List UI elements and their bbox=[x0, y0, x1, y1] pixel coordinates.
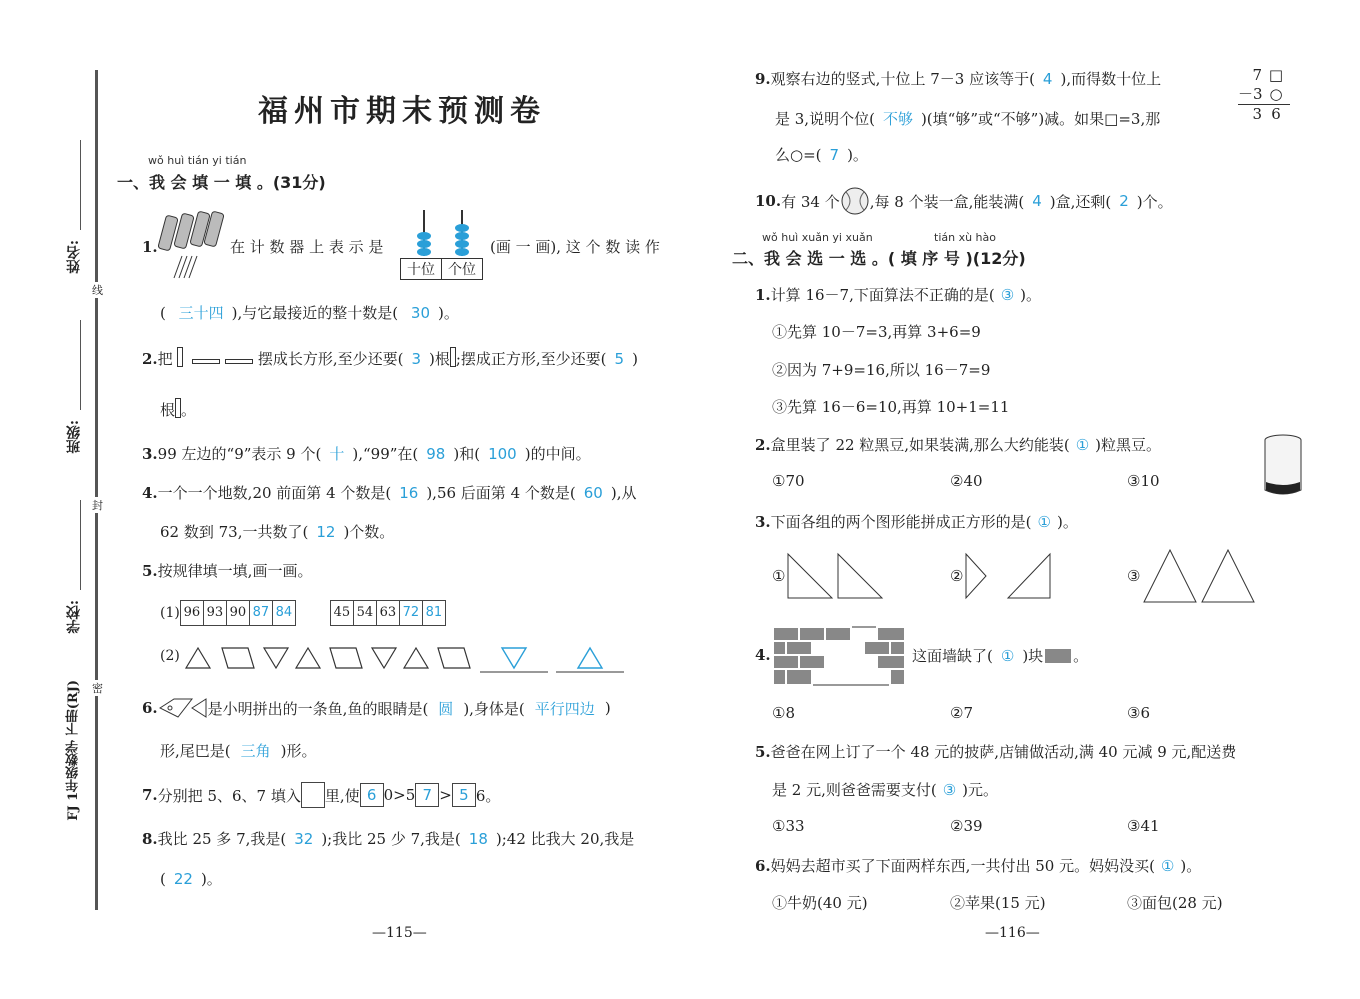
sequence-answer-cell: 87 bbox=[250, 601, 273, 625]
q2-answer-rect: 3 bbox=[411, 350, 421, 368]
abacus-ones-label: 个位 bbox=[448, 262, 476, 278]
q1-text3: ),与它最接近的整十数是( bbox=[231, 304, 399, 322]
seal-mark-seal: 封 bbox=[92, 499, 103, 512]
vs-digit: 7 bbox=[1252, 66, 1262, 84]
q10-t4: )个。 bbox=[1136, 192, 1173, 211]
q7-number: 7. bbox=[142, 786, 158, 804]
sequence-1 bbox=[180, 600, 296, 626]
q10-t2: ,每 8 个装一盒,能装满( bbox=[869, 192, 1025, 211]
q6-t4: 形,尾巴是( bbox=[160, 742, 231, 760]
q10-number: 10. bbox=[755, 192, 782, 210]
q1-number: 1. bbox=[142, 238, 158, 256]
c3-answer: ① bbox=[1037, 513, 1051, 531]
c2-option-1: ①70 bbox=[772, 472, 805, 490]
sequence-answer-cell: 81 bbox=[425, 605, 443, 620]
c4-answer: ① bbox=[1000, 646, 1015, 665]
q4-answer-3: 12 bbox=[316, 523, 336, 541]
sequence-2 bbox=[330, 600, 446, 626]
c3-shapes-2 bbox=[964, 552, 1056, 602]
q3-t1: 99 左边的“9”表示 9 个( bbox=[157, 445, 322, 463]
c3-shapes-3 bbox=[1142, 548, 1258, 604]
name-blank bbox=[80, 140, 81, 230]
c5-answer: ③ bbox=[942, 781, 957, 799]
shape-pattern bbox=[184, 644, 634, 674]
class-label: 班级: bbox=[66, 420, 82, 454]
c1-option-2: ②因为 7+9=16,所以 16－7=9 bbox=[772, 361, 991, 379]
c6-answer: ① bbox=[1160, 857, 1175, 875]
name-label: 姓名: bbox=[66, 240, 82, 274]
sequence-cell: 93 bbox=[204, 601, 227, 625]
q1-text4: )。 bbox=[438, 304, 459, 322]
page-number-left: —115— bbox=[372, 925, 427, 941]
c1-option-3: ③先算 16－6=10,再算 10+1=11 bbox=[772, 398, 1010, 416]
c2-option-2: ②40 bbox=[950, 472, 983, 490]
q8-answer-2: 18 bbox=[468, 830, 488, 848]
q8-answer-1: 32 bbox=[294, 830, 314, 848]
c3-option-3: ③ bbox=[1127, 567, 1141, 585]
class-blank bbox=[80, 320, 81, 410]
q2-t2: 摆成长方形,至少还要( bbox=[257, 350, 404, 368]
q7-answer-1: 6 bbox=[360, 783, 384, 807]
q9-t3: 是 3,说明个位( bbox=[775, 110, 875, 128]
q9-number: 9. bbox=[755, 70, 771, 88]
vertical-subtraction bbox=[1238, 66, 1290, 124]
q3-t3: )和( bbox=[453, 445, 481, 463]
q4-t2: ),56 后面第 4 个数是( bbox=[426, 484, 576, 502]
page-title: 福州市期末预测卷 bbox=[258, 94, 546, 129]
stick-horizontal-icon bbox=[225, 359, 253, 364]
q2-t3: )根 bbox=[428, 350, 450, 368]
section2-title: 二、我 会 选 一 选 。( 填 序 号 )(12分) bbox=[732, 249, 1026, 268]
q7-t5: 6。 bbox=[475, 786, 501, 805]
q3-answer-1: 十 bbox=[329, 445, 345, 463]
q2-t4: ;摆成正方形,至少还要( bbox=[455, 350, 607, 368]
vs-digit: □ bbox=[1268, 66, 1284, 84]
vs-digit: 6 bbox=[1271, 105, 1281, 123]
q1-answer-tens: 30 bbox=[410, 304, 431, 322]
q2-answer-square: 5 bbox=[614, 350, 625, 368]
c6-t1: 妈妈去超市买了下面两样东西,一共付出 50 元。妈妈没买( bbox=[770, 857, 1155, 875]
sequence-answer-cell: 72 bbox=[400, 601, 423, 625]
q6-t5: )形。 bbox=[280, 742, 317, 760]
q4-t4: 62 数到 73,一共数了( bbox=[160, 523, 309, 541]
c2-number: 2. bbox=[755, 436, 771, 454]
q7-answer-2: 7 bbox=[415, 783, 439, 807]
c3-option-1: ① bbox=[772, 567, 786, 585]
q2-t6: 根 bbox=[160, 401, 176, 419]
q6-answer-body: 平行四边 bbox=[534, 699, 595, 718]
q7-t1: 分别把 5、6、7 填入 bbox=[157, 786, 301, 805]
c1-number: 1. bbox=[755, 286, 771, 304]
sequence-cell: 45 bbox=[331, 601, 354, 625]
sticks-bundle-icon bbox=[158, 208, 224, 280]
c6-number: 6. bbox=[755, 857, 771, 875]
q2-t7: 。 bbox=[181, 401, 197, 419]
q9-t2: ),而得数十位上 bbox=[1060, 70, 1162, 88]
c6-t2: )。 bbox=[1180, 857, 1202, 875]
q7-t3: 0>5 bbox=[383, 786, 416, 804]
q2-number: 2. bbox=[142, 350, 158, 368]
c1-answer: ③ bbox=[1000, 286, 1015, 304]
c1-t1: 计算 16－7,下面算法不正确的是( bbox=[770, 286, 995, 304]
school-blank bbox=[80, 500, 81, 590]
q8-t4: ( bbox=[160, 870, 166, 888]
q10-t3: )盒,还剩( bbox=[1049, 192, 1112, 211]
c5-option-2: ②39 bbox=[950, 817, 983, 835]
q5-text: 按规律填一填,画一画。 bbox=[157, 562, 313, 580]
c1-option-1: ①先算 10－7=3,再算 3+6=9 bbox=[772, 323, 981, 341]
c2-option-3: ③10 bbox=[1127, 472, 1160, 490]
q9-answer-2: 不够 bbox=[882, 110, 913, 128]
q4-t5: )个数。 bbox=[343, 523, 395, 541]
section2-pinyin-1: wǒ huì xuǎn yi xuǎn bbox=[762, 231, 873, 244]
vs-digit: －3 bbox=[1238, 85, 1263, 103]
c4-t3: 。 bbox=[1073, 647, 1089, 665]
section2-pinyin-2: tián xù hào bbox=[934, 231, 996, 244]
c5-t3: )元。 bbox=[962, 781, 999, 799]
q9-answer-1: 4 bbox=[1042, 70, 1053, 88]
section1-pinyin: wǒ huì tián yi tián bbox=[148, 154, 247, 167]
c5-option-1: ①33 bbox=[772, 817, 805, 835]
brick-icon bbox=[1045, 649, 1071, 663]
c6-option-1: ①牛奶(40 元) bbox=[772, 894, 868, 912]
q3-answer-2: 98 bbox=[426, 445, 446, 463]
c1-t2: )。 bbox=[1020, 286, 1042, 304]
book-label: FJ 1年级数学 下册(RJ) bbox=[66, 680, 81, 821]
c4-option-3: ③6 bbox=[1127, 704, 1150, 722]
binding-line bbox=[95, 70, 98, 910]
q5-part1-label: (1) bbox=[160, 605, 180, 621]
q6-answer-eye: 圆 bbox=[438, 699, 454, 718]
q8-t3: );42 比我大 20,我是 bbox=[495, 830, 635, 848]
q8-t1: 我比 25 多 7,我是( bbox=[157, 830, 287, 848]
q3-answer-3: 100 bbox=[488, 445, 517, 463]
c5-number: 5. bbox=[755, 743, 771, 761]
q4-answer-2: 60 bbox=[583, 484, 603, 502]
q9-t4: )(填“够”或“不够”)减。如果□=3,那 bbox=[920, 110, 1161, 128]
c4-t2: )块 bbox=[1022, 647, 1044, 665]
q9-t1: 观察右边的竖式,十位上 7－3 应该等于( bbox=[770, 70, 1035, 88]
sequence-cell: 63 bbox=[377, 601, 400, 625]
q6-number: 6. bbox=[142, 699, 158, 717]
q3-t4: )的中间。 bbox=[524, 445, 591, 463]
q9-answer-3: 7 bbox=[829, 146, 840, 164]
q8-t5: )。 bbox=[200, 870, 222, 888]
c4-option-2: ②7 bbox=[950, 704, 973, 722]
c4-number: 4. bbox=[755, 646, 771, 664]
vs-digit: 3 bbox=[1252, 105, 1262, 123]
c4-option-1: ①8 bbox=[772, 704, 795, 722]
c2-t1: 盒里装了 22 粒黑豆,如果装满,那么大约能装( bbox=[770, 436, 1070, 454]
page-number-right: —116— bbox=[985, 925, 1040, 941]
q1-answer-reading: 三十四 bbox=[178, 304, 224, 322]
c3-option-2: ② bbox=[950, 567, 964, 585]
q3-number: 3. bbox=[142, 445, 158, 463]
c6-option-3: ③面包(28 元) bbox=[1127, 894, 1223, 912]
q1-paren: ( bbox=[160, 304, 166, 322]
c4-t1: 这面墙缺了( bbox=[912, 647, 993, 665]
q9-t6: )。 bbox=[847, 146, 868, 164]
c2-t2: )粒黑豆。 bbox=[1095, 436, 1161, 454]
q4-answer-1: 16 bbox=[399, 484, 419, 502]
q6-t1: 是小明拼出的一条鱼,鱼的眼睛是( bbox=[207, 699, 429, 718]
q5-part2-label: (2) bbox=[160, 648, 180, 664]
c5-t2: 是 2 元,则爸爸需要支付( bbox=[772, 781, 937, 799]
q6-answer-tail: 三角 bbox=[240, 742, 271, 760]
stick-vertical-icon bbox=[177, 347, 183, 367]
q7-t2: 里,使 bbox=[324, 786, 360, 805]
c3-number: 3. bbox=[755, 513, 771, 531]
sequence-answer-cell: 84 bbox=[275, 605, 293, 620]
stick-horizontal-icon bbox=[192, 359, 220, 364]
q1-text1: 在 计 数 器 上 表 示 是 bbox=[230, 238, 384, 256]
q1-text2: (画 一 画), 这 个 数 读 作 bbox=[490, 238, 660, 256]
q10-answer-2: 2 bbox=[1119, 192, 1129, 210]
sequence-cell: 54 bbox=[354, 601, 377, 625]
seal-mark-secret: 密 bbox=[92, 682, 103, 695]
blank-box bbox=[301, 782, 325, 808]
abacus-labels bbox=[400, 258, 483, 280]
brick-wall-diagram bbox=[772, 626, 906, 686]
q5-number: 5. bbox=[142, 562, 158, 580]
q2-t1: 把 bbox=[157, 350, 173, 368]
q10-answer-1: 4 bbox=[1032, 192, 1042, 210]
q8-t2: );我比 25 少 7,我是( bbox=[321, 830, 461, 848]
q8-answer-3: 22 bbox=[173, 870, 193, 888]
q7-answer-3: 5 bbox=[452, 783, 476, 807]
sequence-cell: 96 bbox=[181, 601, 204, 625]
q8-number: 8. bbox=[142, 830, 158, 848]
abacus-tens-label: 十位 bbox=[401, 259, 442, 279]
fish-icon bbox=[158, 697, 208, 719]
q3-t2: ),“99”在( bbox=[352, 445, 419, 463]
q6-t3: ) bbox=[604, 699, 611, 717]
abacus-diagram bbox=[400, 208, 484, 258]
c5-t1: 爸爸在网上订了一个 48 元的披萨,店铺做活动,满 40 元减 9 元,配送费 bbox=[770, 743, 1237, 761]
q6-t2: ),身体是( bbox=[463, 699, 525, 718]
q4-t3: ),从 bbox=[610, 484, 637, 502]
vs-digit: ○ bbox=[1269, 85, 1283, 103]
jar-of-beans-icon bbox=[1262, 432, 1304, 500]
c3-shapes-1 bbox=[786, 552, 886, 602]
q9-t5: 么○=( bbox=[775, 146, 822, 164]
school-label: 学校: bbox=[66, 600, 82, 634]
c3-t1: 下面各组的两个图形能拼成正方形的是( bbox=[770, 513, 1032, 531]
c2-answer: ① bbox=[1075, 436, 1090, 454]
c6-option-2: ②苹果(15 元) bbox=[950, 894, 1046, 912]
q4-t1: 一个一个地数,20 前面第 4 个数是( bbox=[157, 484, 392, 502]
c3-t2: )。 bbox=[1056, 513, 1078, 531]
q2-t5: ) bbox=[632, 350, 638, 368]
q7-t4: > bbox=[439, 786, 452, 804]
q10-t1: 有 34 个 bbox=[781, 192, 840, 211]
q4-number: 4. bbox=[142, 484, 158, 502]
section1-title: 一、我 会 填 一 填 。(31分) bbox=[117, 173, 326, 192]
baseball-icon bbox=[840, 186, 870, 216]
seal-mark-line: 线 bbox=[92, 284, 103, 297]
sequence-cell: 90 bbox=[227, 601, 250, 625]
c5-option-3: ③41 bbox=[1127, 817, 1160, 835]
